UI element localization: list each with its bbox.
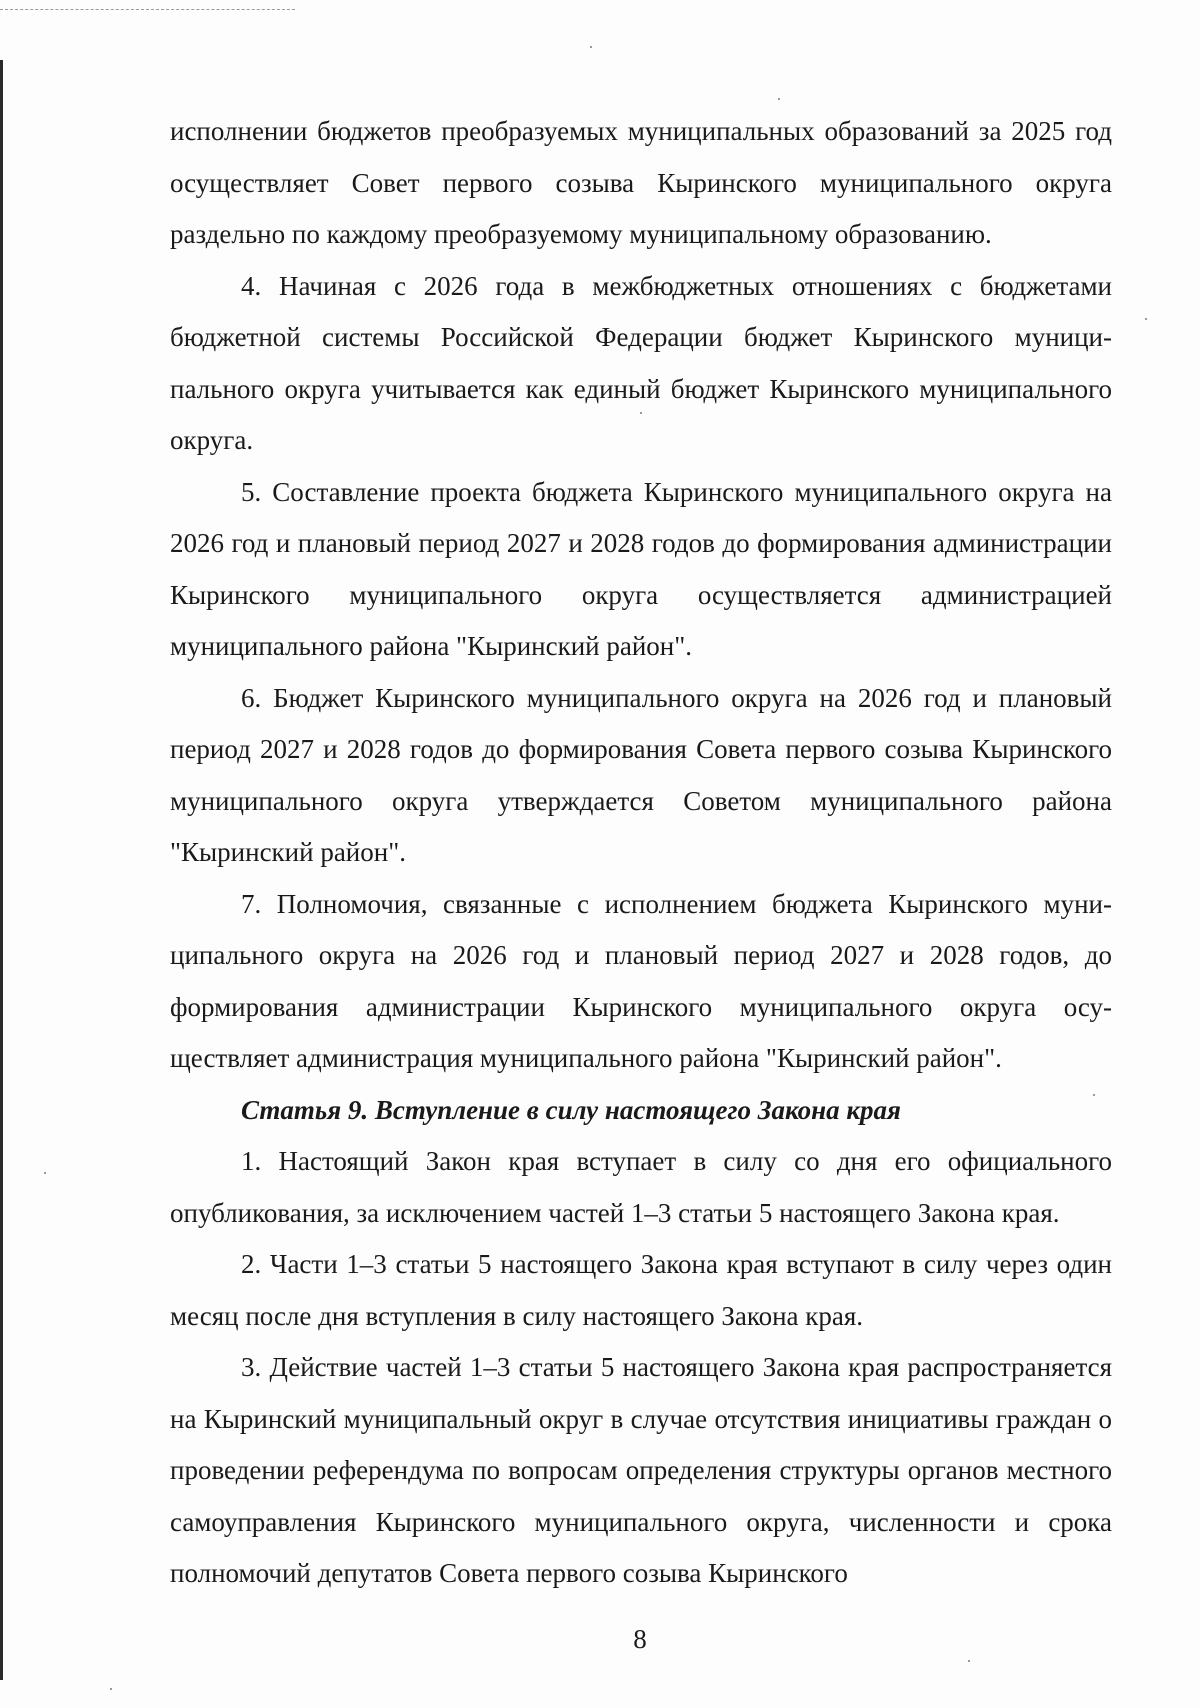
- article-9-part-3: 3. Действие частей 1–3 статьи 5 настоящего Закона края распространяется на Кыринский муниципальный округ в случае отсутствия инициативы граждан о проведении референдума по вопросам определения структуры органов местного самоуправления Кыринского муниципального округа, численности и срока полномочий депутатов Совета первого созыва Кыринского: [170, 1352, 1112, 1588]
- scan-top-mark: [0, 9, 295, 10]
- scan-edge-shadow: [0, 60, 3, 1680]
- paragraph-item-4: 4. Начиная с 2026 года в межбюджетных отношениях с бюджетами бюджетной системы Российской Федерации бюджет Кыринского муниципального округа учитывается как единый бюджет Кыринского муниципального округа.: [170, 270, 1112, 455]
- scan-speck: [110, 1688, 112, 1690]
- paragraph-continuation: исполнении бюджетов преобразуемых муниципальных образований за 2025 год осуществляет Совет первого созыва Кыринского муниципального округа раздельно по каждому преобразуемому муниципальному образованию.: [170, 116, 1112, 249]
- scan-speck: [968, 1660, 970, 1662]
- paragraph-item-5: 5. Составление проекта бюджета Кыринского муниципального округа на 2026 год и плановый период 2027 и 2028 годов до формирования администрации Кыринского муниципального округа осуществляется администрацией муниципального района "Кыринский район".: [170, 476, 1112, 661]
- page-number: 8: [633, 1624, 647, 1654]
- article-9-part-2: 2. Части 1–3 статьи 5 настоящего Закона края вступают в силу через один месяц после дня вступления в силу настоящего Закона края.: [170, 1249, 1112, 1331]
- document-body: [170, 106, 1112, 1600]
- scan-speck: [590, 46, 592, 48]
- paragraph-item-6: 6. Бюджет Кыринского муниципального округа на 2026 год и плановый период 2027 и 2028 годов до формирования Совета первого созыва Кыринского муниципального округа утверждается Советом муниципального района "Кыринский район".: [170, 682, 1112, 867]
- scan-speck: [1145, 318, 1147, 320]
- article-9-heading: Статья 9. Вступление в силу настоящего Закона края: [241, 1094, 901, 1125]
- article-9-part-1: 1. Настоящий Закон края вступает в силу со дня его официального опубликования, за исключением частей 1–3 статьи 5 настоящего Закона края.: [170, 1146, 1112, 1228]
- paragraph-item-7: 7. Полномочия, связанные с исполнением бюджета Кыринского муниципального округа на 2026 год и плановый период 2027 и 2028 годов, до формирования администрации Кыринского муниципального округа осуществляет администрация муниципального района "Кыринский район".: [170, 888, 1112, 1073]
- scan-speck: [44, 1172, 46, 1174]
- scan-speck: [778, 98, 780, 100]
